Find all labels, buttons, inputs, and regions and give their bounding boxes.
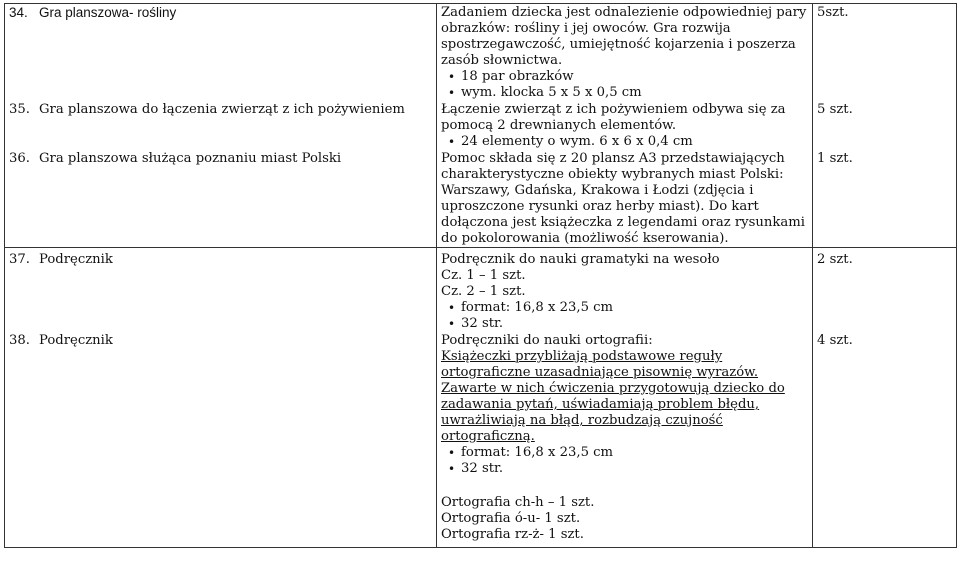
item-quantity-cell (813, 4, 957, 102)
item-description: Pomoc składa się z 20 plansz A3 przedstawiających charakterystyczne obiekty wybranych miast Polski: Warszawy, Gdańska, Krakowa i Łodzi (zdjęcia i uproszczone rysunki oraz herby miast). Do kart dołączona jest książeczka z legendami oraz rysunkami do pokolorowania (możliwość kserowania). (441, 151, 805, 246)
item-description: Podręcznik do nauki gramatyki na wesoło (441, 252, 720, 267)
bullet-list (441, 134, 808, 150)
item-description-cell (437, 248, 813, 333)
item-line: Cz. 2 – 1 szt. (441, 284, 526, 299)
item-name: Podręcznik (39, 333, 113, 348)
item-name: Gra planszowa do łączenia zwierząt z ich pożywieniem (39, 102, 405, 117)
bullet-list (441, 445, 808, 477)
item-name: Gra planszowa- rośliny (39, 5, 177, 20)
item-quantity: 5szt. (817, 5, 849, 20)
item-description-cell (437, 150, 813, 248)
bullet-item: • wym. klocka 5 x 5 x 0,5 cm (461, 85, 808, 101)
item-quantity: 5 szt. (817, 102, 853, 117)
item-line: Ortografia ó-u- 1 szt. (441, 511, 581, 526)
table-row (5, 4, 957, 102)
item-quantity: 1 szt. (817, 151, 853, 166)
item-quantity: 2 szt. (817, 252, 853, 267)
item-description-cell (437, 101, 813, 150)
item-quantity-cell (813, 332, 957, 548)
table-row (5, 150, 957, 248)
item-number: 35. (9, 102, 30, 117)
item-quantity-cell (813, 150, 957, 248)
item-number: 38. (9, 333, 30, 348)
item-name-cell (5, 150, 437, 248)
item-quantity-cell (813, 101, 957, 150)
item-line: Cz. 1 – 1 szt. (441, 268, 526, 283)
item-description: Podręczniki do nauki ortografii: (441, 333, 653, 348)
item-name-cell (5, 4, 437, 102)
item-description: Łączenie zwierząt z ich pożywieniem odbywa się za pomocą 2 drewnianych elementów. (441, 102, 786, 133)
item-line: Ortografia ch-h – 1 szt. (441, 495, 595, 510)
product-table (4, 3, 957, 548)
item-line: Ortografia rz-ż- 1 szt. (441, 527, 584, 542)
item-name: Gra planszowa służąca poznaniu miast Polski (39, 151, 342, 166)
bullet-list (441, 69, 808, 101)
item-description: Zadaniem dziecka jest odnalezienie odpowiedniej pary obrazków: rośliny i jej owoców. Gra rozwija spostrzegawczość, umiejętność kojarzenia i poszerza zasób słownictwa. (441, 5, 807, 68)
table-row (5, 332, 957, 548)
item-quantity-cell (813, 248, 957, 333)
bullet-list (441, 300, 808, 332)
bullet-item: • 24 elementy o wym. 6 x 6 x 0,4 cm (461, 134, 808, 150)
item-number: 36. (9, 151, 30, 166)
item-description-cell (437, 332, 813, 548)
bullet-item: • 32 str. (461, 316, 808, 332)
item-name-cell (5, 101, 437, 150)
item-name-cell (5, 332, 437, 548)
spacer (441, 477, 808, 495)
item-description-cell (437, 4, 813, 102)
bullet-item: • 18 par obrazków (461, 69, 808, 85)
item-number: 34. (9, 5, 28, 20)
item-quantity: 4 szt. (817, 333, 853, 348)
table-row (5, 101, 957, 150)
bullet-item: • format: 16,8 x 23,5 cm (461, 300, 808, 316)
bullet-item: • format: 16,8 x 23,5 cm (461, 445, 808, 461)
table-row (5, 248, 957, 333)
item-name: Podręcznik (39, 252, 113, 267)
item-number: 37. (9, 252, 30, 267)
bullet-item: • 32 str. (461, 461, 808, 477)
item-underlined-text: Książeczki przybliżają podstawowe reguły ortograficzne uzasadniające pisownię wyrazów. Zawarte w nich ćwiczenia przygotowują dziecko do zadawania pytań, uświadamiają problem błędu, uwrażliwiają na błąd, rozbudzają czujność ortograficzną. (441, 349, 785, 444)
item-name-cell (5, 248, 437, 333)
